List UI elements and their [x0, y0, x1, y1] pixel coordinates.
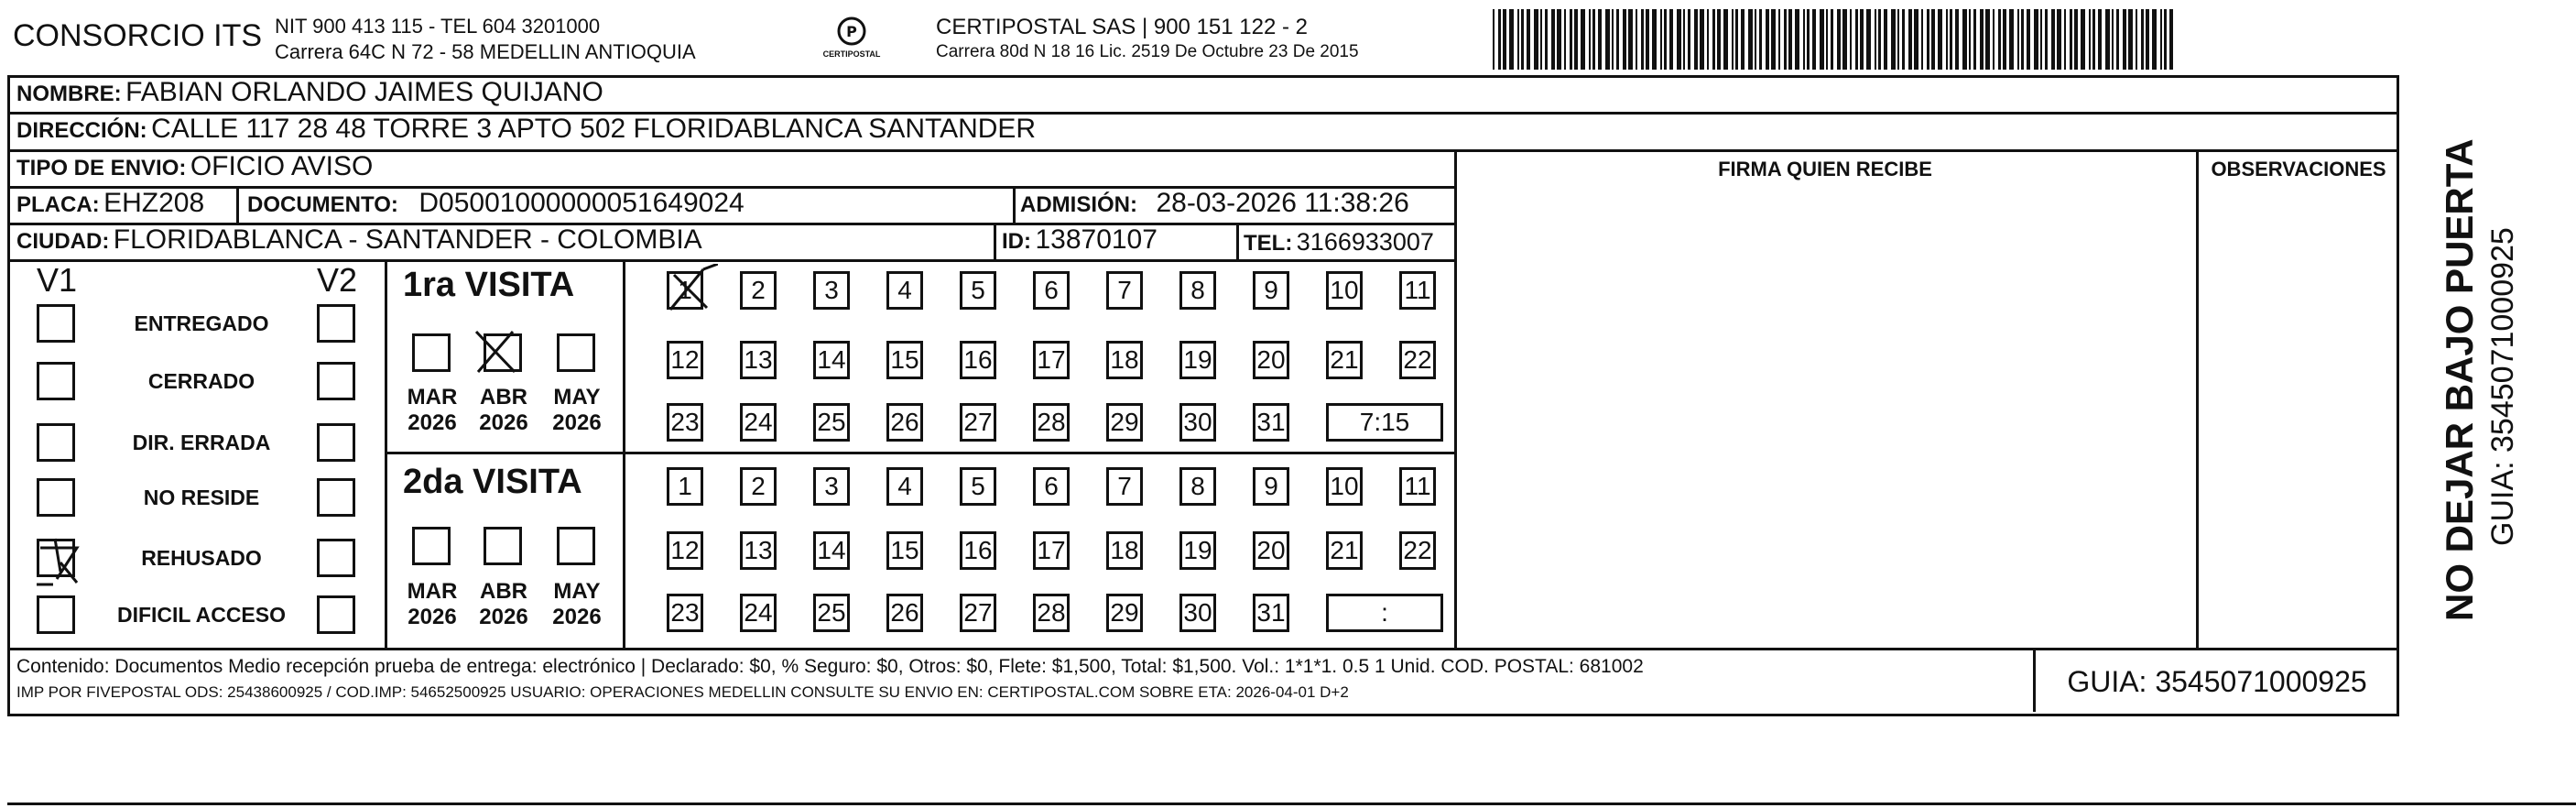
v1-checkbox[interactable] — [37, 478, 75, 517]
day-box[interactable]: 31 — [1253, 594, 1289, 632]
day-box[interactable]: 12 — [667, 341, 703, 379]
ciudad-row — [16, 224, 702, 256]
status-option-label: CERRADO — [147, 369, 255, 393]
form-bottom-line — [7, 803, 2576, 805]
day-box[interactable]: 16 — [960, 341, 996, 379]
day-box[interactable]: 9 — [1253, 271, 1289, 310]
day-box[interactable]: 10 — [1326, 467, 1363, 506]
month-year: 2026 — [479, 410, 528, 435]
day-box[interactable]: 24 — [740, 403, 777, 442]
day-box[interactable]: 5 — [960, 467, 996, 506]
day-box[interactable]: 17 — [1033, 341, 1070, 379]
month-label — [548, 385, 606, 436]
col-line — [236, 186, 239, 223]
v2-label: V2 — [317, 261, 358, 299]
day-box[interactable]: 1 — [667, 467, 703, 506]
v1-checkbox[interactable] — [37, 362, 75, 400]
v1-checkbox[interactable] — [37, 595, 75, 634]
month-year: 2026 — [479, 605, 528, 629]
day-box[interactable]: 31 — [1253, 403, 1289, 442]
company-name: CONSORCIO ITS — [13, 18, 263, 53]
documento-label: DOCUMENTO: — [247, 192, 398, 217]
firma-label: FIRMA QUIEN RECIBE — [1718, 158, 1932, 180]
time-box[interactable]: : — [1326, 594, 1443, 632]
second-visit-title: 2da VISITA — [403, 463, 582, 501]
day-box[interactable]: 23 — [667, 403, 703, 442]
day-box[interactable]: 20 — [1253, 341, 1289, 379]
day-box[interactable]: 6 — [1033, 467, 1070, 506]
time-box[interactable]: 7:15 — [1326, 403, 1443, 442]
visit-divider — [385, 452, 1454, 454]
observaciones-label: OBSERVACIONES — [2211, 158, 2386, 180]
day-box[interactable]: 18 — [1106, 341, 1143, 379]
month-checkbox[interactable] — [557, 527, 595, 565]
id-row — [1002, 224, 1158, 256]
day-box[interactable]: 18 — [1106, 531, 1143, 570]
day-box[interactable]: 8 — [1179, 271, 1216, 310]
month-label — [474, 385, 533, 436]
day-box[interactable]: 27 — [960, 403, 996, 442]
v2-checkbox[interactable] — [317, 362, 355, 400]
day-box[interactable]: 21 — [1326, 341, 1363, 379]
status-option-label: ENTREGADO — [134, 311, 269, 335]
admision-label: ADMISIÓN: — [1020, 192, 1137, 217]
nombre-value: FABIAN ORLANDO JAIMES QUIJANO — [125, 77, 603, 107]
day-box[interactable]: 29 — [1106, 403, 1143, 442]
v1-checkbox[interactable] — [37, 304, 75, 343]
admision-row — [1020, 188, 1409, 219]
status-option-label: REHUSADO — [141, 546, 262, 570]
day-box[interactable]: 4 — [886, 271, 923, 310]
nombre-label: NOMBRE: — [16, 82, 122, 106]
col-line — [2196, 149, 2199, 648]
side-warning — [2410, 75, 2481, 625]
day-box[interactable]: 11 — [1399, 271, 1436, 310]
day-box[interactable]: 23 — [667, 594, 703, 632]
month-name: MAY — [553, 385, 601, 409]
id-label: ID: — [1002, 229, 1031, 254]
row-line — [7, 648, 2399, 650]
day-box[interactable]: 12 — [667, 531, 703, 570]
v2-checkbox[interactable] — [317, 539, 355, 577]
col-line — [2399, 75, 2402, 803]
day-box[interactable]: 28 — [1033, 594, 1070, 632]
v2-checkbox[interactable] — [317, 478, 355, 517]
day-box[interactable]: 3 — [813, 467, 850, 506]
side-guia — [2473, 75, 2518, 551]
month-checkbox[interactable] — [412, 333, 451, 372]
month-name: ABR — [480, 385, 527, 409]
day-box[interactable]: 21 — [1326, 531, 1363, 570]
guia-footer: GUIA: 3545071000925 — [2067, 665, 2367, 698]
day-box[interactable]: 22 — [1399, 341, 1436, 379]
barcode-bars — [1493, 9, 2179, 70]
day-box[interactable]: 15 — [886, 531, 923, 570]
side-guia-text: GUIA: 3545071000925 — [2485, 227, 2520, 546]
month-checkbox[interactable] — [412, 527, 451, 565]
day-box[interactable]: 17 — [1033, 531, 1070, 570]
day-box[interactable]: 25 — [813, 594, 850, 632]
id-value: 13870107 — [1035, 224, 1158, 255]
company-address: Carrera 64C N 72 - 58 MEDELLIN ANTIOQUIA — [275, 40, 696, 63]
day-box[interactable]: 13 — [740, 341, 777, 379]
day-box[interactable]: 19 — [1179, 341, 1216, 379]
barcode — [1493, 9, 2179, 70]
month-name: ABR — [480, 579, 527, 604]
month-name: MAR — [407, 385, 458, 409]
col-line — [1236, 223, 1239, 259]
direccion-label: DIRECCIÓN: — [16, 118, 147, 143]
direccion-row — [16, 114, 1036, 145]
day-box[interactable]: 10 — [1326, 271, 1363, 310]
col-line — [1454, 149, 1457, 648]
col-line — [994, 223, 996, 259]
contenido-text: Contenido: Documentos Medio recepción prueba de entrega: electrónico | Declarado: $0, % Seguro: $0, Otros: $0, Flete: $1,500, Total: $1,500. Vol.: 1*1*1. 0.5 1 Unid. COD. POSTAL: 681002 — [16, 656, 1644, 677]
day-box[interactable]: 20 — [1253, 531, 1289, 570]
month-year: 2026 — [552, 410, 602, 435]
documento-value: D05001000000051649024 — [418, 188, 745, 218]
day-box[interactable]: 11 — [1399, 467, 1436, 506]
svg-text:P: P — [846, 23, 857, 40]
status-option-label: DIFICIL ACCESO — [116, 603, 286, 627]
ciudad-value: FLORIDABLANCA - SANTANDER - COLOMBIA — [113, 224, 702, 255]
day-box[interactable]: 30 — [1179, 594, 1216, 632]
v1-checkbox[interactable] — [37, 423, 75, 462]
certipostal-logo — [815, 15, 888, 66]
imp-text: IMP POR FIVEPOSTAL ODS: 25438600925 / COD.IMP: 54652500925 USUARIO: OPERACIONES MEDELLIN CONSULTE SU ENVIO EN: CERTIPOSTAL.COM SOBRE ETA: 2026-04-01 D+2 — [16, 683, 1349, 701]
day-box[interactable]: 2 — [740, 271, 777, 310]
tipo-row — [16, 151, 373, 182]
placa-value: EHZ208 — [103, 188, 205, 218]
courier-address: Carrera 80d N 18 16 Lic. 2519 De Octubre 23 De 2015 — [936, 42, 1359, 61]
col-line — [1013, 186, 1016, 223]
day-box[interactable]: 25 — [813, 403, 850, 442]
day-box[interactable]: 2 — [740, 467, 777, 506]
day-box[interactable]: 14 — [813, 531, 850, 570]
documento-row — [247, 188, 745, 219]
day-box[interactable]: 7 — [1106, 467, 1143, 506]
day-box[interactable]: 28 — [1033, 403, 1070, 442]
day-box[interactable]: 13 — [740, 531, 777, 570]
v2-checkbox[interactable] — [317, 423, 355, 462]
month-name: MAY — [553, 579, 601, 604]
v2-checkbox[interactable] — [317, 595, 355, 634]
day-box[interactable]: 8 — [1179, 467, 1216, 506]
day-box[interactable]: 26 — [886, 594, 923, 632]
day-box[interactable]: 30 — [1179, 403, 1216, 442]
month-year: 2026 — [408, 605, 457, 629]
placa-row — [16, 188, 204, 219]
check-mark — [37, 535, 88, 586]
check-mark — [471, 326, 522, 377]
tel-row — [1244, 228, 1434, 257]
courier-name: CERTIPOSTAL SAS | 900 151 122 - 2 — [936, 15, 1308, 39]
company-nit: NIT 900 413 115 - TEL 604 3201000 — [275, 15, 601, 38]
day-box[interactable]: 24 — [740, 594, 777, 632]
month-label — [403, 385, 462, 436]
check-mark — [667, 264, 718, 315]
day-box[interactable]: 5 — [960, 271, 996, 310]
nombre-row — [16, 77, 603, 108]
tel-label: TEL: — [1244, 231, 1293, 256]
day-box[interactable]: 15 — [886, 341, 923, 379]
first-visit-title: 1ra VISITA — [403, 266, 575, 304]
month-year: 2026 — [408, 410, 457, 435]
day-box[interactable]: 14 — [813, 341, 850, 379]
day-box[interactable]: 29 — [1106, 594, 1143, 632]
day-box[interactable]: 1 — [667, 271, 703, 310]
admision-value: 28-03-2026 11:38:26 — [1156, 188, 1409, 218]
day-box[interactable]: 19 — [1179, 531, 1216, 570]
month-name: MAR — [407, 579, 458, 604]
day-box[interactable]: 26 — [886, 403, 923, 442]
month-label — [548, 579, 606, 630]
no-dejar-text: NO DEJAR BAJO PUERTA — [2438, 138, 2481, 621]
v1-label: V1 — [37, 261, 78, 299]
tipo-label: TIPO DE ENVIO: — [16, 156, 187, 180]
day-box[interactable]: 27 — [960, 594, 996, 632]
logo-text: CERTIPOSTAL — [822, 49, 881, 59]
month-checkbox[interactable] — [557, 333, 595, 372]
day-box[interactable]: 6 — [1033, 271, 1070, 310]
day-box[interactable]: 16 — [960, 531, 996, 570]
direccion-value: CALLE 117 28 48 TORRE 3 APTO 502 FLORIDABLANCA SANTANDER — [151, 114, 1037, 144]
day-box[interactable]: 9 — [1253, 467, 1289, 506]
day-box[interactable]: 3 — [813, 271, 850, 310]
status-option-label: NO RESIDE — [143, 486, 260, 509]
month-year: 2026 — [552, 605, 602, 629]
day-box[interactable]: 7 — [1106, 271, 1143, 310]
row-line — [7, 259, 1454, 262]
tel-value: 3166933007 — [1296, 228, 1434, 256]
v2-checkbox[interactable] — [317, 304, 355, 343]
month-label — [474, 579, 533, 630]
month-checkbox[interactable] — [484, 527, 522, 565]
status-option-label: DIR. ERRADA — [132, 431, 271, 454]
day-box[interactable]: 4 — [886, 467, 923, 506]
placa-label: PLACA: — [16, 192, 100, 217]
ciudad-label: CIUDAD: — [16, 229, 110, 254]
day-box[interactable]: 22 — [1399, 531, 1436, 570]
month-label — [403, 579, 462, 630]
tipo-value: OFICIO AVISO — [190, 151, 374, 181]
